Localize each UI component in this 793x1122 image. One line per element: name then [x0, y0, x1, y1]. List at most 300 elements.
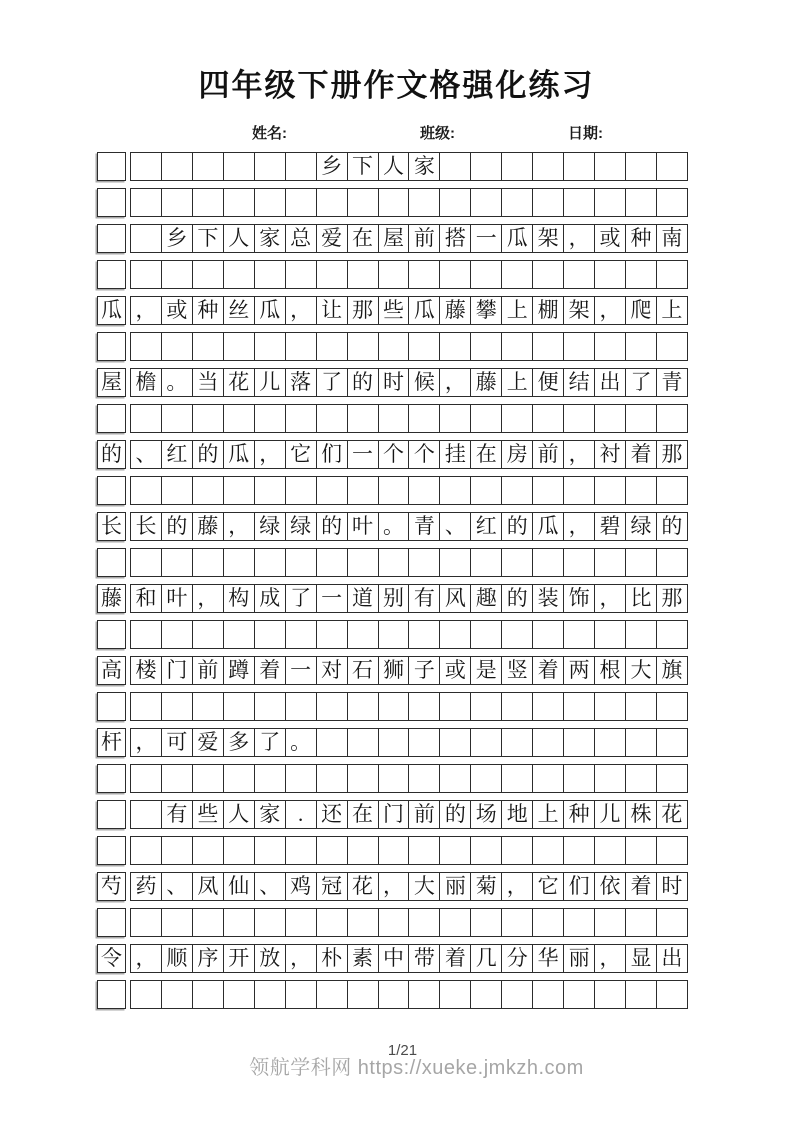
grid-cell: 挂	[440, 441, 471, 468]
grid-cell	[471, 621, 502, 648]
grid-cell-strip	[130, 620, 688, 649]
grid-cell	[626, 693, 657, 720]
grid-cell: 些	[193, 801, 224, 828]
grid-cell: 鸡	[286, 873, 317, 900]
grid-cell: 架	[533, 225, 564, 252]
grid-cell: ，	[255, 441, 286, 468]
grid-cell	[193, 909, 224, 936]
grid-cell	[286, 981, 317, 1008]
grid-cell: 开	[224, 945, 255, 972]
grid-cell: 瓜	[255, 297, 286, 324]
grid-cell	[317, 549, 348, 576]
grid-cell: 着	[533, 657, 564, 684]
grid-cell: 大	[626, 657, 657, 684]
grid-cell	[657, 765, 687, 792]
grid-cell	[471, 333, 502, 360]
grid-cell	[97, 404, 126, 433]
grid-cell	[379, 261, 410, 288]
grid-cell: 绿	[626, 513, 657, 540]
grid-cell	[193, 153, 224, 180]
grid-cell	[595, 765, 626, 792]
grid-cell	[533, 981, 564, 1008]
grid-cell	[193, 261, 224, 288]
grid-cell: 人	[224, 225, 255, 252]
grid-cell: 绿	[255, 513, 286, 540]
grid-cell	[379, 837, 410, 864]
grid-cell	[440, 261, 471, 288]
grid-cell	[440, 765, 471, 792]
grid-cell: 儿	[595, 801, 626, 828]
grid-cell	[471, 477, 502, 504]
date-label: 日期:	[568, 125, 603, 142]
grid-cell-strip	[130, 296, 688, 325]
grid-cell	[533, 549, 564, 576]
grid-cell: 在	[348, 801, 379, 828]
grid-cell	[162, 153, 193, 180]
grid-cell: 前	[409, 801, 440, 828]
grid-cell	[348, 693, 379, 720]
grid-cell	[224, 153, 255, 180]
grid-cell: 了	[317, 369, 348, 396]
grid-cell	[317, 477, 348, 504]
grid-cell	[162, 549, 193, 576]
grid-cell	[317, 261, 348, 288]
grid-cell	[317, 729, 348, 756]
grid-cell: 蹲	[224, 657, 255, 684]
grid-cell: 华	[533, 945, 564, 972]
grid-cell: 是	[471, 657, 502, 684]
grid-cell	[533, 405, 564, 432]
grid-cell: 序	[193, 945, 224, 972]
grid-cell: 有	[162, 801, 193, 828]
grid-cell	[502, 693, 533, 720]
grid-cell-strip	[130, 584, 688, 613]
grid-cell: 素	[348, 945, 379, 972]
grid-cell	[626, 765, 657, 792]
grid-cell	[595, 693, 626, 720]
grid-cell: 红	[162, 441, 193, 468]
grid-cell: ，	[131, 297, 162, 324]
grid-cell: 比	[626, 585, 657, 612]
grid-row	[97, 368, 688, 398]
grid-cell: 下	[348, 153, 379, 180]
grid-cell: 趣	[471, 585, 502, 612]
grid-cell	[595, 981, 626, 1008]
grid-cell	[626, 261, 657, 288]
grid-cell	[162, 981, 193, 1008]
grid-cell: 分	[502, 945, 533, 972]
grid-cell	[255, 549, 286, 576]
grid-cell	[286, 549, 317, 576]
grid-cell: 装	[533, 585, 564, 612]
grid-cell	[471, 549, 502, 576]
grid-cell	[595, 405, 626, 432]
grid-cell	[97, 224, 126, 253]
grid-cell: 上	[533, 801, 564, 828]
grid-cell	[564, 333, 595, 360]
grid-cell: 藤	[193, 513, 224, 540]
grid-cell	[193, 549, 224, 576]
grid-cell	[224, 189, 255, 216]
grid-cell	[471, 261, 502, 288]
grid-cell: 出	[661, 946, 683, 970]
grid-cell: 让	[317, 297, 348, 324]
grid-cell: 风	[440, 585, 471, 612]
grid-row	[97, 800, 688, 830]
grid-cell: 上	[502, 369, 533, 396]
grid-cell: 的	[97, 440, 126, 469]
grid-cell	[409, 549, 440, 576]
grid-cell: 门	[379, 801, 410, 828]
grid-cell: 们	[564, 873, 595, 900]
grid-cell: 架	[564, 297, 595, 324]
grid-cell	[502, 909, 533, 936]
grid-cell	[286, 189, 317, 216]
grid-cell	[440, 693, 471, 720]
grid-cell	[626, 549, 657, 576]
grid-cell	[502, 405, 533, 432]
grid-row	[97, 548, 688, 578]
grid-cell: 丝	[224, 297, 255, 324]
grid-cell	[131, 477, 162, 504]
grid-cell: 个	[379, 441, 410, 468]
grid-cell	[595, 621, 626, 648]
grid-row	[97, 476, 688, 506]
grid-cell	[348, 981, 379, 1008]
grid-cell-strip	[130, 440, 688, 469]
grid-cell	[564, 837, 595, 864]
grid-cell	[533, 693, 564, 720]
grid-cell: 、	[440, 513, 471, 540]
grid-row	[97, 728, 688, 758]
grid-cell	[348, 729, 379, 756]
grid-cell	[131, 405, 162, 432]
grid-cell	[379, 621, 410, 648]
grid-cell	[255, 261, 286, 288]
grid-cell	[409, 981, 440, 1008]
grid-cell: 令	[97, 944, 126, 973]
grid-cell: 。	[162, 369, 193, 396]
grid-cell	[564, 621, 595, 648]
grid-cell	[286, 909, 317, 936]
grid-cell: 两	[564, 657, 595, 684]
grid-row	[97, 296, 688, 326]
grid-cell: 丽	[564, 945, 595, 972]
grid-cell	[409, 693, 440, 720]
grid-cell: 碧	[595, 513, 626, 540]
grid-cell	[564, 153, 595, 180]
grid-cell	[255, 405, 286, 432]
grid-cell: 的	[162, 513, 193, 540]
grid-cell	[131, 801, 162, 828]
grid-cell	[255, 765, 286, 792]
grid-cell	[657, 549, 687, 576]
grid-cell	[286, 693, 317, 720]
grid-cell	[348, 621, 379, 648]
grid-cell: 攀	[471, 297, 502, 324]
grid-cell	[97, 548, 126, 577]
grid-cell	[471, 909, 502, 936]
grid-cell: 的	[661, 514, 683, 538]
grid-cell: 。	[379, 513, 410, 540]
grid-cell-strip	[130, 908, 688, 937]
grid-cell: 带	[409, 945, 440, 972]
grid-cell	[317, 765, 348, 792]
grid-cell: ，	[131, 729, 162, 756]
grid-cell: 丽	[440, 873, 471, 900]
grid-cell	[564, 765, 595, 792]
grid-cell	[162, 261, 193, 288]
grid-cell	[502, 261, 533, 288]
grid-cell-strip	[130, 260, 688, 289]
composition-grid	[97, 152, 688, 1016]
grid-cell	[131, 333, 162, 360]
grid-cell	[131, 261, 162, 288]
grid-cell	[564, 981, 595, 1008]
grid-cell: 屋	[379, 225, 410, 252]
grid-cell: 花	[661, 802, 683, 826]
page-title: 四年级下册作文格强化练习	[198, 68, 595, 103]
grid-cell	[255, 621, 286, 648]
grid-cell: 长	[131, 513, 162, 540]
grid-cell	[657, 909, 687, 936]
grid-cell: ，	[440, 369, 471, 396]
grid-cell: 种	[564, 801, 595, 828]
grid-cell	[657, 693, 687, 720]
grid-cell	[626, 909, 657, 936]
grid-cell: 前	[533, 441, 564, 468]
grid-row	[97, 188, 688, 218]
grid-cell-strip	[130, 836, 688, 865]
grid-row	[97, 440, 688, 470]
grid-cell	[379, 549, 410, 576]
grid-cell	[626, 837, 657, 864]
grid-cell: 上	[502, 297, 533, 324]
grid-cell: 石	[348, 657, 379, 684]
grid-cell	[224, 549, 255, 576]
grid-cell: 乡	[317, 153, 348, 180]
grid-cell: 屋	[97, 368, 126, 397]
grid-cell	[162, 765, 193, 792]
grid-cell: ，	[286, 297, 317, 324]
grid-cell	[657, 153, 687, 180]
grid-cell: 青	[661, 370, 683, 394]
grid-cell	[502, 189, 533, 216]
grid-cell	[348, 549, 379, 576]
grid-row	[97, 260, 688, 290]
grid-cell	[471, 981, 502, 1008]
grid-cell	[502, 549, 533, 576]
grid-cell: 家	[409, 153, 440, 180]
grid-cell	[595, 549, 626, 576]
grid-cell	[317, 621, 348, 648]
grid-cell-strip	[130, 692, 688, 721]
grid-cell	[224, 765, 255, 792]
grid-cell: 候	[409, 369, 440, 396]
grid-cell	[348, 333, 379, 360]
grid-cell: 大	[409, 873, 440, 900]
grid-cell: 高	[97, 656, 126, 685]
grid-cell: 着	[626, 873, 657, 900]
grid-cell	[564, 693, 595, 720]
grid-cell	[255, 837, 286, 864]
grid-cell	[657, 333, 687, 360]
grid-cell: 场	[471, 801, 502, 828]
grid-row	[97, 692, 688, 722]
grid-cell	[131, 837, 162, 864]
grid-cell	[162, 333, 193, 360]
grid-row	[97, 908, 688, 938]
grid-cell: 衬	[595, 441, 626, 468]
grid-cell	[657, 729, 687, 756]
grid-cell-strip	[130, 476, 688, 505]
grid-cell	[440, 981, 471, 1008]
grid-cell: 一	[317, 585, 348, 612]
page-number: 1/21	[387, 1042, 418, 1059]
grid-cell: 爬	[626, 297, 657, 324]
grid-cell: ，	[286, 945, 317, 972]
grid-cell: ，	[595, 585, 626, 612]
grid-cell: 竖	[502, 657, 533, 684]
grid-cell: 对	[317, 657, 348, 684]
grid-cell	[379, 189, 410, 216]
grid-cell: 顺	[162, 945, 193, 972]
grid-cell: 出	[595, 369, 626, 396]
grid-cell: 的	[502, 513, 533, 540]
grid-cell	[626, 981, 657, 1008]
grid-cell: 饰	[564, 585, 595, 612]
grid-cell	[502, 153, 533, 180]
grid-cell	[379, 693, 410, 720]
grid-cell: 那	[348, 297, 379, 324]
grid-cell: 乡	[162, 225, 193, 252]
grid-cell	[533, 189, 564, 216]
grid-cell	[471, 189, 502, 216]
grid-cell: 仙	[224, 873, 255, 900]
grid-cell: 落	[286, 369, 317, 396]
class-label: 班级:	[420, 125, 455, 142]
grid-row	[97, 764, 688, 794]
grid-cell: 便	[533, 369, 564, 396]
grid-cell	[379, 765, 410, 792]
grid-cell	[255, 477, 286, 504]
grid-cell: 瓜	[409, 297, 440, 324]
grid-cell: 长	[97, 512, 126, 541]
grid-cell: 地	[502, 801, 533, 828]
grid-cell	[657, 261, 687, 288]
grid-cell-strip	[130, 368, 688, 397]
grid-cell: 杆	[97, 728, 126, 757]
watermark: 领航学科网 https://xueke.jmkzh.com	[249, 1057, 584, 1079]
grid-cell: 爱	[193, 729, 224, 756]
grid-cell: 狮	[379, 657, 410, 684]
grid-cell: ，	[595, 297, 626, 324]
grid-cell: 了	[286, 585, 317, 612]
grid-cell: 们	[317, 441, 348, 468]
grid-cell	[193, 981, 224, 1008]
grid-cell	[224, 405, 255, 432]
grid-cell: 在	[471, 441, 502, 468]
grid-cell: 瓜	[533, 513, 564, 540]
grid-cell	[440, 405, 471, 432]
grid-cell	[131, 225, 162, 252]
grid-cell: 红	[471, 513, 502, 540]
grid-cell	[97, 692, 126, 721]
grid-cell	[657, 981, 687, 1008]
grid-cell	[224, 693, 255, 720]
grid-cell: 有	[409, 585, 440, 612]
grid-cell-strip	[130, 332, 688, 361]
grid-cell	[626, 621, 657, 648]
grid-cell	[471, 765, 502, 792]
grid-cell-strip	[130, 656, 688, 685]
grid-cell: 几	[471, 945, 502, 972]
grid-cell: 叶	[348, 513, 379, 540]
grid-cell	[533, 621, 564, 648]
grid-cell	[440, 837, 471, 864]
grid-cell	[533, 837, 564, 864]
grid-row	[97, 656, 688, 686]
grid-cell	[97, 260, 126, 289]
grid-cell	[440, 189, 471, 216]
grid-cell: 门	[162, 657, 193, 684]
grid-cell	[440, 621, 471, 648]
grid-cell: 一	[286, 657, 317, 684]
grid-cell	[97, 980, 126, 1009]
grid-cell	[162, 477, 193, 504]
grid-cell	[409, 765, 440, 792]
grid-cell	[131, 153, 162, 180]
grid-cell	[595, 729, 626, 756]
grid-row	[97, 872, 688, 902]
grid-cell: 了	[626, 369, 657, 396]
grid-row	[97, 404, 688, 434]
grid-cell: 种	[626, 225, 657, 252]
grid-cell	[595, 261, 626, 288]
grid-cell: 的	[348, 369, 379, 396]
grid-cell	[471, 153, 502, 180]
grid-cell	[286, 621, 317, 648]
grid-cell-strip	[130, 800, 688, 829]
grid-row	[97, 512, 688, 542]
grid-cell: 绿	[286, 513, 317, 540]
grid-cell	[564, 909, 595, 936]
grid-cell	[595, 189, 626, 216]
grid-cell	[409, 837, 440, 864]
grid-cell	[255, 693, 286, 720]
grid-cell	[97, 764, 126, 793]
grid-cell: ，	[564, 441, 595, 468]
grid-cell: 和	[131, 585, 162, 612]
grid-cell: 家	[255, 225, 286, 252]
grid-cell: 它	[286, 441, 317, 468]
grid-cell: 构	[224, 585, 255, 612]
grid-cell	[626, 153, 657, 180]
grid-cell	[595, 837, 626, 864]
grid-cell: 中	[379, 945, 410, 972]
grid-cell	[193, 765, 224, 792]
grid-cell: ，	[224, 513, 255, 540]
grid-cell	[255, 333, 286, 360]
grid-cell-strip	[130, 224, 688, 253]
grid-cell: 时	[661, 874, 683, 898]
grid-cell: ，	[564, 225, 595, 252]
grid-cell: 房	[502, 441, 533, 468]
grid-cell	[595, 153, 626, 180]
grid-cell	[471, 405, 502, 432]
grid-cell	[657, 189, 687, 216]
grid-cell	[379, 333, 410, 360]
